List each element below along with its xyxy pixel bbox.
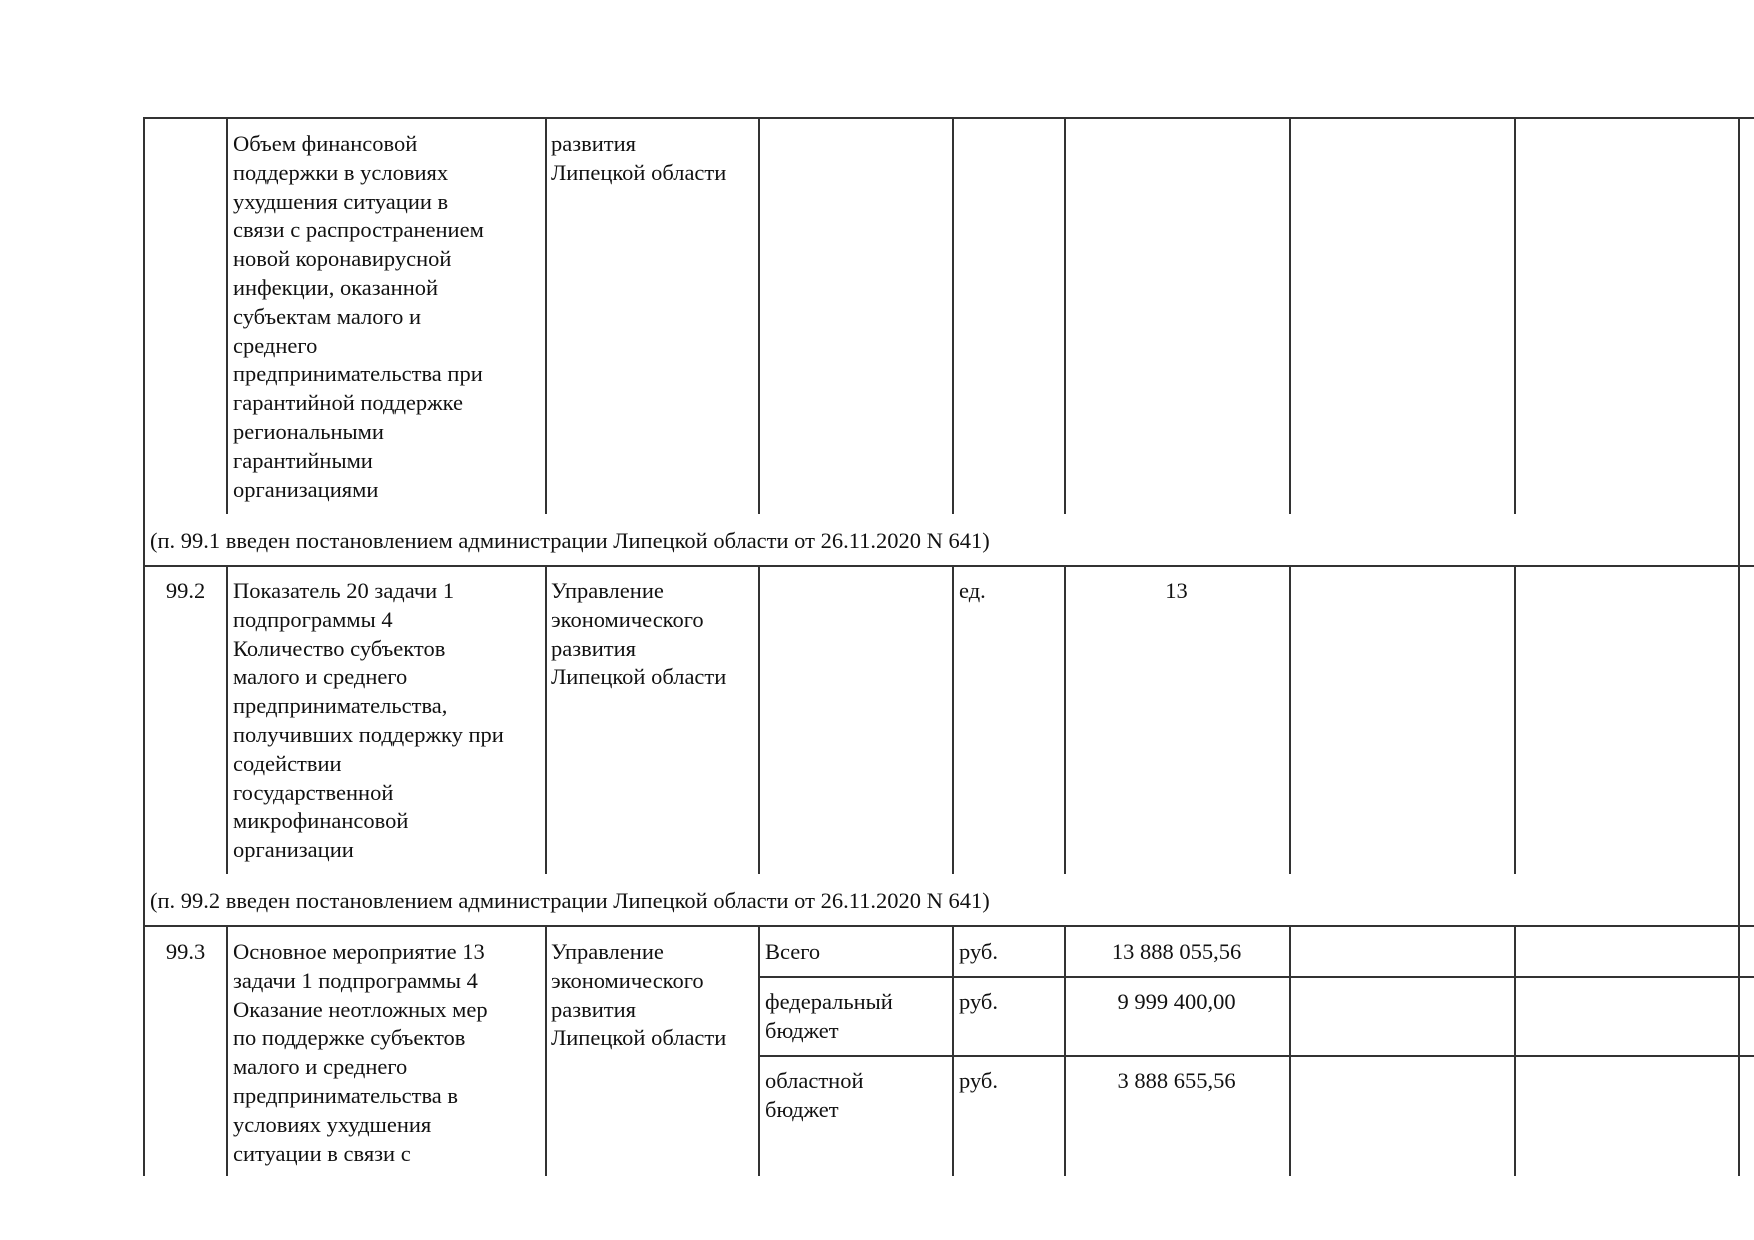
column-divider — [226, 117, 228, 514]
column-divider — [545, 565, 547, 874]
column-divider — [758, 117, 760, 514]
column-divider — [226, 565, 228, 874]
source-total-label: Всего — [765, 939, 821, 964]
row-divider — [143, 925, 1754, 927]
table-right-border — [1738, 117, 1740, 1176]
column-divider — [1064, 117, 1066, 514]
row-99-3-executor: Управление экономического развития Липецкой области — [551, 939, 727, 1051]
row-99-2-note: (п. 99.2 введен постановлением администрации Липецкой области от 26.11.2020 N 641) — [150, 888, 990, 913]
row-99-2-unit: ед. — [959, 578, 986, 603]
column-divider — [226, 925, 228, 1176]
source-regional-label: областной бюджет — [765, 1068, 864, 1122]
source-total-unit: руб. — [959, 939, 998, 964]
source-federal-value: 9 999 400,00 — [1117, 989, 1236, 1014]
column-divider — [1514, 925, 1516, 1176]
row-99-2-executor: Управление экономического развития Липецкой области — [551, 578, 727, 690]
column-divider — [1514, 565, 1516, 874]
column-divider — [1289, 925, 1291, 1176]
column-divider — [1064, 565, 1066, 874]
row-divider — [143, 565, 1754, 567]
source-federal-unit: руб. — [959, 989, 998, 1014]
row-99-1-name: Объем финансовой поддержки в условиях ухудшения ситуации в связи с распространением новой коронавирусной инфекции, оказанной субъектам малого и среднего предпринимательства при гарантийной поддержке региональными гарантийными организациями — [233, 131, 484, 502]
row-99-3-name: Основное мероприятие 13 задачи 1 подпрограммы 4 Оказание неотложных мер по поддержке субъектов малого и среднего предпринимательства в условиях ухудшения ситуации в связи с — [233, 939, 488, 1166]
source-regional-value: 3 888 655,56 — [1117, 1068, 1236, 1093]
table-left-border — [143, 117, 145, 1176]
row-99-2-number: 99.2 — [165, 578, 206, 603]
column-divider — [758, 565, 760, 874]
row-99-2-value: 13 — [1165, 578, 1188, 603]
source-federal-label: федеральный бюджет — [765, 989, 893, 1043]
row-99-3-number: 99.3 — [165, 939, 206, 964]
row-99-1-note: (п. 99.1 введен постановлением администрации Липецкой области от 26.11.2020 N 641) — [150, 528, 990, 553]
source-regional-unit: руб. — [959, 1068, 998, 1093]
column-divider — [1289, 565, 1291, 874]
column-divider — [1514, 117, 1516, 514]
source-total-value: 13 888 055,56 — [1111, 939, 1242, 964]
column-divider — [952, 925, 954, 1176]
column-divider — [1289, 117, 1291, 514]
column-divider — [952, 117, 954, 514]
row-divider — [758, 976, 1754, 978]
column-divider — [758, 925, 760, 1176]
row-99-1-executor: развития Липецкой области — [551, 131, 727, 185]
table-top-border — [143, 117, 1754, 119]
column-divider — [545, 925, 547, 1176]
column-divider — [952, 565, 954, 874]
column-divider — [545, 117, 547, 514]
row-99-2-name: Показатель 20 задачи 1 подпрограммы 4 Количество субъектов малого и среднего предпринимательства, получивших поддержку при содействии государственной микрофинансовой организации — [233, 578, 504, 863]
row-divider — [758, 1055, 1754, 1057]
